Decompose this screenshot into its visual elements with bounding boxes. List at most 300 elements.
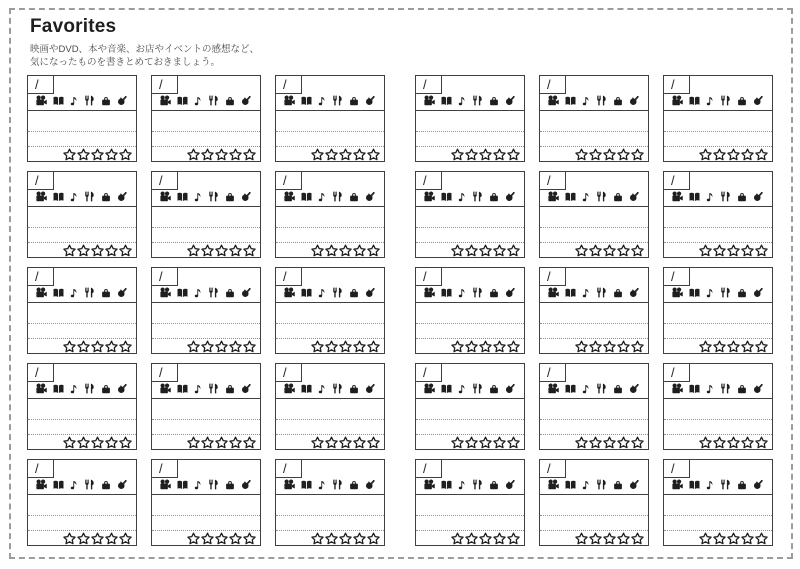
date-slash: /	[35, 269, 39, 284]
pointing-hand-icon	[116, 190, 129, 203]
music-note-icon	[705, 191, 716, 203]
star-icon	[465, 436, 478, 449]
card-header	[416, 76, 524, 111]
handbag-icon	[100, 383, 112, 395]
date-slash: /	[547, 269, 551, 284]
star-icon	[507, 532, 520, 545]
star-icon	[63, 436, 76, 449]
fork-knife-icon	[719, 382, 732, 395]
movie-camera-icon	[283, 479, 296, 491]
movie-camera-icon	[423, 383, 436, 395]
star-icon	[311, 436, 324, 449]
star-icon	[215, 148, 228, 161]
open-book-icon	[176, 95, 189, 107]
date-slash: /	[547, 173, 551, 188]
star-icon	[105, 532, 118, 545]
favorite-card	[27, 267, 137, 354]
writing-line	[540, 228, 648, 243]
star-icon	[741, 340, 754, 353]
star-icon	[479, 340, 492, 353]
writing-line	[28, 324, 136, 339]
movie-camera-icon	[159, 191, 172, 203]
pointing-hand-icon	[116, 382, 129, 395]
date-box	[28, 460, 54, 478]
date-slash: /	[159, 269, 163, 284]
favorite-card	[275, 363, 385, 450]
date-box	[28, 268, 54, 286]
star-icon	[575, 532, 588, 545]
open-book-icon	[52, 383, 65, 395]
movie-camera-icon	[283, 287, 296, 299]
writing-line	[28, 399, 136, 420]
open-book-icon	[564, 287, 577, 299]
fork-knife-icon	[471, 286, 484, 299]
favorite-card	[415, 459, 525, 546]
star-icon	[187, 340, 200, 353]
card-header	[540, 364, 648, 399]
writing-line	[276, 495, 384, 516]
movie-camera-icon	[35, 383, 48, 395]
movie-camera-icon	[547, 383, 560, 395]
star-icon	[353, 436, 366, 449]
category-icons	[547, 94, 641, 107]
rating-stars	[276, 435, 384, 449]
date-box	[152, 460, 178, 478]
rating-stars	[276, 531, 384, 545]
writing-line	[276, 420, 384, 435]
star-icon	[325, 148, 338, 161]
cards-grid	[27, 75, 773, 546]
star-icon	[201, 532, 214, 545]
pointing-hand-icon	[504, 478, 517, 491]
star-icon	[575, 340, 588, 353]
star-icon	[77, 532, 90, 545]
date-box	[416, 172, 442, 190]
favorite-card	[275, 75, 385, 162]
handbag-icon	[736, 287, 748, 299]
star-icon	[201, 148, 214, 161]
movie-camera-icon	[423, 479, 436, 491]
writing-line	[276, 399, 384, 420]
writing-line	[540, 324, 648, 339]
pointing-hand-icon	[240, 190, 253, 203]
star-icon	[617, 436, 630, 449]
date-slash: /	[35, 461, 39, 476]
rating-stars	[540, 435, 648, 449]
music-note-icon	[581, 95, 592, 107]
handbag-icon	[348, 287, 360, 299]
music-note-icon	[705, 95, 716, 107]
pointing-hand-icon	[240, 286, 253, 299]
star-icon	[243, 340, 256, 353]
card-header	[28, 76, 136, 111]
category-icons	[547, 286, 641, 299]
pointing-hand-icon	[364, 94, 377, 107]
category-icons	[283, 190, 377, 203]
date-box	[416, 76, 442, 94]
pointing-hand-icon	[504, 190, 517, 203]
fork-knife-icon	[83, 478, 96, 491]
open-book-icon	[688, 287, 701, 299]
star-icon	[741, 244, 754, 257]
favorite-card	[415, 75, 525, 162]
star-icon	[493, 532, 506, 545]
open-book-icon	[300, 383, 313, 395]
pointing-hand-icon	[628, 478, 641, 491]
writing-line	[540, 207, 648, 228]
date-box	[152, 76, 178, 94]
movie-camera-icon	[159, 95, 172, 107]
music-note-icon	[581, 479, 592, 491]
favorite-card	[663, 267, 773, 354]
rating-stars	[664, 243, 772, 257]
date-box	[664, 268, 690, 286]
category-icons	[35, 190, 129, 203]
star-icon	[631, 340, 644, 353]
music-note-icon	[193, 191, 204, 203]
fork-knife-icon	[207, 382, 220, 395]
star-icon	[741, 532, 754, 545]
writing-line	[152, 495, 260, 516]
rating-stars	[152, 435, 260, 449]
rating-stars	[28, 243, 136, 257]
page-subtitle-line1: 映画やDVD、本や音楽、お店やイベントの感想など、	[30, 44, 260, 55]
star-icon	[311, 244, 324, 257]
star-icon	[713, 244, 726, 257]
star-icon	[311, 148, 324, 161]
rating-stars	[416, 531, 524, 545]
date-slash: /	[547, 365, 551, 380]
writing-line	[540, 495, 648, 516]
rating-stars	[28, 531, 136, 545]
category-icons	[159, 94, 253, 107]
handbag-icon	[224, 95, 236, 107]
star-icon	[727, 340, 740, 353]
star-icon	[367, 532, 380, 545]
music-note-icon	[581, 191, 592, 203]
date-slash: /	[35, 365, 39, 380]
writing-line	[152, 324, 260, 339]
favorite-card	[539, 75, 649, 162]
movie-camera-icon	[35, 479, 48, 491]
star-icon	[589, 148, 602, 161]
category-icons	[547, 478, 641, 491]
handbag-icon	[100, 287, 112, 299]
writing-line	[28, 516, 136, 531]
writing-line	[152, 132, 260, 147]
page-title: Favorites	[30, 16, 117, 37]
star-icon	[201, 340, 214, 353]
star-icon	[631, 148, 644, 161]
pointing-hand-icon	[752, 94, 765, 107]
rating-stars	[416, 339, 524, 353]
writing-line	[540, 399, 648, 420]
cards-left-page	[27, 75, 385, 546]
movie-camera-icon	[671, 95, 684, 107]
writing-line	[416, 324, 524, 339]
card-header	[152, 460, 260, 495]
category-icons	[283, 478, 377, 491]
star-icon	[119, 532, 132, 545]
pointing-hand-icon	[752, 286, 765, 299]
star-icon	[77, 340, 90, 353]
music-note-icon	[317, 383, 328, 395]
favorite-card	[539, 171, 649, 258]
handbag-icon	[612, 95, 624, 107]
writing-line	[540, 111, 648, 132]
star-icon	[493, 340, 506, 353]
movie-camera-icon	[547, 479, 560, 491]
writing-line	[416, 111, 524, 132]
writing-line	[664, 207, 772, 228]
category-icons	[423, 382, 517, 395]
writing-line	[416, 420, 524, 435]
star-icon	[699, 148, 712, 161]
pointing-hand-icon	[752, 382, 765, 395]
star-icon	[617, 340, 630, 353]
star-icon	[187, 436, 200, 449]
movie-camera-icon	[547, 287, 560, 299]
movie-camera-icon	[35, 287, 48, 299]
open-book-icon	[176, 479, 189, 491]
movie-camera-icon	[35, 95, 48, 107]
date-slash: /	[283, 461, 287, 476]
writing-line	[28, 207, 136, 228]
date-box	[276, 364, 302, 382]
date-slash: /	[159, 77, 163, 92]
star-icon	[493, 436, 506, 449]
category-icons	[35, 94, 129, 107]
fork-knife-icon	[331, 94, 344, 107]
open-book-icon	[52, 95, 65, 107]
pointing-hand-icon	[240, 478, 253, 491]
music-note-icon	[69, 479, 80, 491]
open-book-icon	[300, 287, 313, 299]
writing-line	[540, 132, 648, 147]
date-box	[540, 364, 566, 382]
category-icons	[423, 190, 517, 203]
music-note-icon	[317, 95, 328, 107]
music-note-icon	[457, 479, 468, 491]
card-header	[152, 364, 260, 399]
open-book-icon	[440, 383, 453, 395]
date-slash: /	[159, 461, 163, 476]
rating-stars	[540, 531, 648, 545]
handbag-icon	[612, 191, 624, 203]
card-header	[664, 460, 772, 495]
category-icons	[671, 94, 765, 107]
pointing-hand-icon	[364, 190, 377, 203]
star-icon	[451, 148, 464, 161]
movie-camera-icon	[547, 191, 560, 203]
date-slash: /	[423, 269, 427, 284]
star-icon	[727, 436, 740, 449]
card-header	[276, 460, 384, 495]
star-icon	[451, 532, 464, 545]
card-header	[28, 172, 136, 207]
card-header	[664, 76, 772, 111]
date-slash: /	[423, 173, 427, 188]
date-slash: /	[35, 77, 39, 92]
music-note-icon	[193, 95, 204, 107]
star-icon	[311, 532, 324, 545]
fork-knife-icon	[471, 478, 484, 491]
pointing-hand-icon	[752, 190, 765, 203]
star-icon	[507, 436, 520, 449]
cards-right-page	[415, 75, 773, 546]
rating-stars	[28, 339, 136, 353]
open-book-icon	[300, 95, 313, 107]
star-icon	[187, 244, 200, 257]
handbag-icon	[736, 383, 748, 395]
category-icons	[159, 478, 253, 491]
pointing-hand-icon	[116, 478, 129, 491]
star-icon	[479, 436, 492, 449]
writing-line	[540, 516, 648, 531]
date-box	[276, 76, 302, 94]
music-note-icon	[581, 383, 592, 395]
handbag-icon	[612, 287, 624, 299]
writing-line	[416, 132, 524, 147]
category-icons	[547, 382, 641, 395]
fork-knife-icon	[331, 190, 344, 203]
rating-stars	[276, 147, 384, 161]
card-header	[540, 172, 648, 207]
music-note-icon	[69, 287, 80, 299]
date-slash: /	[547, 77, 551, 92]
date-box	[152, 268, 178, 286]
rating-stars	[540, 339, 648, 353]
date-slash: /	[671, 269, 675, 284]
star-icon	[63, 532, 76, 545]
card-header	[276, 268, 384, 303]
fork-knife-icon	[207, 478, 220, 491]
rating-stars	[28, 435, 136, 449]
star-icon	[77, 148, 90, 161]
star-icon	[339, 244, 352, 257]
writing-line	[28, 303, 136, 324]
handbag-icon	[488, 479, 500, 491]
date-slash: /	[283, 77, 287, 92]
star-icon	[215, 436, 228, 449]
writing-line	[28, 228, 136, 243]
favorite-card	[151, 75, 261, 162]
handbag-icon	[488, 191, 500, 203]
favorite-card	[415, 171, 525, 258]
fork-knife-icon	[331, 382, 344, 395]
card-header	[276, 364, 384, 399]
star-icon	[479, 148, 492, 161]
star-icon	[367, 148, 380, 161]
movie-camera-icon	[159, 287, 172, 299]
card-header	[152, 76, 260, 111]
star-icon	[451, 436, 464, 449]
star-icon	[631, 244, 644, 257]
date-slash: /	[671, 77, 675, 92]
open-book-icon	[176, 287, 189, 299]
card-header	[416, 172, 524, 207]
star-icon	[727, 244, 740, 257]
open-book-icon	[52, 287, 65, 299]
writing-line	[152, 399, 260, 420]
star-icon	[215, 244, 228, 257]
writing-line	[28, 495, 136, 516]
star-icon	[339, 436, 352, 449]
star-icon	[713, 436, 726, 449]
writing-line	[152, 111, 260, 132]
writing-line	[28, 420, 136, 435]
favorite-card	[539, 363, 649, 450]
category-icons	[159, 286, 253, 299]
star-icon	[507, 244, 520, 257]
movie-camera-icon	[159, 383, 172, 395]
fork-knife-icon	[595, 382, 608, 395]
star-icon	[229, 244, 242, 257]
fork-knife-icon	[207, 286, 220, 299]
fork-knife-icon	[83, 382, 96, 395]
music-note-icon	[581, 287, 592, 299]
movie-camera-icon	[35, 191, 48, 203]
date-slash: /	[423, 77, 427, 92]
movie-camera-icon	[159, 479, 172, 491]
card-header	[276, 76, 384, 111]
page-header	[30, 16, 259, 69]
writing-line	[276, 324, 384, 339]
star-icon	[507, 148, 520, 161]
star-icon	[617, 532, 630, 545]
card-header	[28, 268, 136, 303]
category-icons	[35, 478, 129, 491]
date-slash: /	[423, 365, 427, 380]
open-book-icon	[564, 95, 577, 107]
open-book-icon	[688, 191, 701, 203]
star-icon	[575, 244, 588, 257]
date-box	[276, 172, 302, 190]
writing-line	[276, 516, 384, 531]
card-header	[28, 460, 136, 495]
writing-line	[276, 228, 384, 243]
date-box	[28, 172, 54, 190]
open-book-icon	[176, 383, 189, 395]
fork-knife-icon	[471, 94, 484, 107]
handbag-icon	[348, 383, 360, 395]
handbag-icon	[488, 287, 500, 299]
star-icon	[243, 148, 256, 161]
star-icon	[727, 148, 740, 161]
rating-stars	[416, 243, 524, 257]
category-icons	[283, 382, 377, 395]
open-book-icon	[688, 479, 701, 491]
fork-knife-icon	[719, 286, 732, 299]
open-book-icon	[176, 191, 189, 203]
pointing-hand-icon	[364, 286, 377, 299]
movie-camera-icon	[547, 95, 560, 107]
star-icon	[119, 340, 132, 353]
writing-line	[276, 111, 384, 132]
favorite-card	[27, 75, 137, 162]
favorite-card	[539, 267, 649, 354]
star-icon	[367, 436, 380, 449]
star-icon	[465, 244, 478, 257]
fork-knife-icon	[83, 286, 96, 299]
date-box	[28, 76, 54, 94]
handbag-icon	[488, 383, 500, 395]
star-icon	[243, 244, 256, 257]
favorite-card	[663, 75, 773, 162]
star-icon	[741, 436, 754, 449]
star-icon	[741, 148, 754, 161]
star-icon	[201, 244, 214, 257]
